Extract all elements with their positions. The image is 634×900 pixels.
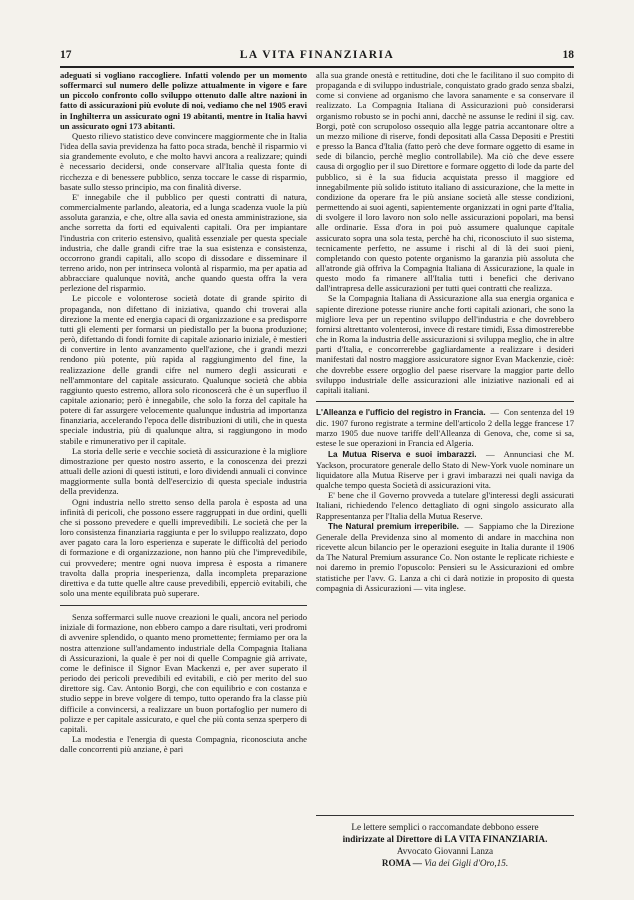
paragraph: Se la Compagnia Italiana di Assicurazione alla sua energia organica e sapiente direzione potesse riunire anche forti capitali azionari, che sono la migliore leva per un repentino sviluppo dell'industria e che dovrebbero fornirsi altrettanto volenterosi, invece di restare timidi, Essa dimostrerebbe che in Roma la industria delle assicurazioni si sviluppa meglio, che in altre parti d'Italia, e concorrerebbe gagliardamente a realizzare i desideri manifestati dal nostro maggiore assicuratore signor Evan Mackenzie, cioè: che dovrebbe essere orgoglio del paese riservare la maggior parte dello sviluppo industriale delle assicurazioni alle iniziative nazionali ed ai capitali italiani. <box>316 293 574 395</box>
notice-line: Avvocato Giovanni Lanza <box>396 846 494 856</box>
notice-line: indirizzate al Direttore di LA VITA FINANZIARIA. <box>342 834 548 844</box>
news-headline: La Mutua Riserva e suoi imbarazzi. <box>328 449 477 459</box>
paragraph: Questo rilievo statistico deve convincere maggiormente che in Italia l'idea della savia previdenza ha fatto poca strada, benchè il risparmio vi sia grandemente evoluto, e che molto havvi ancora a realizzare; quindi è necessario decidersi, onde conservare all'Italia questa fonte di ricchezza e di benessere pubblico, senza toccare le casse di risparmio, basate sullo stesso principio, ma con finalità diverse. <box>60 130 307 192</box>
paragraph: La modestia e l'energia di questa Compagnia, riconosciuta anche dalle concorrenti più anziane, è pari <box>60 734 307 755</box>
right-column: alla sua grande onestà e rettitudine, doti che le facilitano il suo compito di propaganda e di sviluppo industriale, conquistato grado grado senza sbalzi, come si conviene ad organismo che lavora sanamente e sa conservare il realizzato. La Compagnia Italiana di Assicurazioni può considerarsi organismo robusto se in pochi anni, dacchè ne assunse le redini il sig. cav. Borgi, potè con scrupoloso ossequio alla legge patria accantonare oltre a un mezzo milione di riserve, fondi depositati alla Cassa Depositi e Prestiti e presso la Banca d'Italia (fatto però che deve formare oggetto di esame in sede di bilancio, perchè meglio controllabile). Ma ciò che deve essere causa di orgoglio per il suo Direttore e formare oggetto di lode da parte del pubblico, si è la sua fiducia acquistata presso il maggiore ed innegabilmente più solido istituto italiano di assicurazione, che la mette in condizione da operare fra le più ansiane società alle stesse condizioni, permettendo ai suoi agenti, sapientemente organizzati in ogni parte d'Italia, di svolgere il loro lavoro non solo nelle assicurazioni popolari, ma bensì alle ordinarie. Essa d'ora in poi può assumere qualunque capitale assicurato sopra una sola testa, perchè ha chi, riconosciuto il suo sistema, tecnicamente perfetto, ne assume i rischi al di là dei suoi pieni, completando con questo potente organismo la garanzia più assoluta che all'atronde già offriva la Compagnia Italiana di Assicurazione, la quale in questo modo fa rimanere all'Italia tutti i benefici che derivano dall'intrapresa delle assicurazioni per tutti quei contratti che realizza. Se la Compagnia Italiana di Assicurazione alla sua energia organica e sapiente direzione potesse riunire anche forti capitali azionari, che sono la migliore leva per un repentino sviluppo dell'industria e che dovrebbero fornirsi altrettanto volenterosi, invece di restare timidi, Essa dimostrerebbe che in Roma la industria delle assicurazioni si sviluppa meglio, che in altre parti d'Italia, e concorrerebbe gagliardamente a realizzare i desideri manifestati dal nostro maggiore assicuratore signor Evan Mackenzie, cioè: che dovrebbe essere orgoglio del paese riservare la maggior parte dello sviluppo industriale delle assicurazioni alle iniziative nazionali ed ai capitali italiani. L'Alleanza e l'ufficio del registro in Francia. — Con sentenza del 19 dic. 1907 furono registrate a termine dell'articolo 2 della legge francese 17 marzo 1905 due nuove tariffe dell'Alleanza di Genova, che, come si sa, estese le sue operazioni in Francia ed Algeria. La Mutua Riserva e suoi imbarazzi. — Annunciasi che M. Yackson, procuratore generale dello Stato di New-York vuole nominare un liquidatore alla Mutua Riserve per i gravi imbarazzi nei quali naviga da qualche tempo questa Società di assicurazioni vita. E' bene che il Governo provveda a tutelare gl'interessi degli assicurati Italiani, richiedendo l'elenco dettagliato di ogni singolo assicurato alla Rappresentanza per l'Italia della Mutua Reserve. The Natural premium irreperibile. — Sappiamo che la Direzione Generale della Previdenza sino al momento di andare in macchina non ricevette alcun bilancio per le operazioni eseguite in Italia durante il 1906 da The Natural Premium assurance Co. Non ostante le replicate richieste e noi daremo in premio l'opuscolo: Pensieri su le Assicurazioni ed ombre statistiche per l'avv. G. Lanza a chi ci darà notizie in proposito di questa compagnia di Assicurazioni — vita inglese. <box>316 70 575 593</box>
left-column <box>60 70 307 754</box>
news-headline: The Natural premium irreperibile. <box>328 521 459 531</box>
notice-rule <box>316 815 574 816</box>
paragraph: Senza soffermarci sulle nuove creazioni le quali, ancora nel periodo iniziale di formazione, non ebbero campo a dare risultati, veri prodromi di avvenire splendido, o quanto meno promettente; fermiamo per ora la nostra attenzione sull'andamento industriale della Compagnia Italiana di Assicurazioni, la quale è per noi di quelle Compagnie già arrivate, come le definisce il Signor Evan Mackenzi e, per aver superato il periodo dei pericoli prevedibili ed evitabili, e ciò per merito del suo direttore sig. Cav. Antonio Borgi, che con equilibrio e con costanza e studio seppe in breve volgere di tempo, tutto operando fra la classe più difficile a convincersi, a realizzare un buon portafoglio per numero di polizze e per capitale assicurato, e quel che più conta senza sperpero di capitali. <box>60 612 307 734</box>
column-divider <box>60 605 307 606</box>
header-rule <box>60 66 574 68</box>
news-body: Con sentenza del 19 dic. 1907 furono registrate a termine dell'articolo 2 della legge francese 17 marzo 1905 due nuove tariffe dell'Alleanza di Genova, che, come si sa, estese le sue operazioni in Francia ed Algeria. <box>316 407 575 449</box>
page-number-left: 17 <box>60 49 72 61</box>
news-body: Annunciasi che M. Yackson, procuratore generale dello Stato di New-York vuole nominare un liquidatore alla Mutua Riserve per i gravi imbarazzi nei quali naviga da qualche tempo questa Società di assicurazioni vita. <box>316 448 575 491</box>
news-body: Sappiamo che la Direzione Generale della Previdenza sino al momento di andare in macchina non ricevette alcun bilancio per le operazioni eseguite in Italia durante il 1906 da The Natural Premium assurance Co. Non ostante le replicate richieste e noi daremo in premio l'opuscolo: Pensieri su le Assicurazioni ed ombre statistiche per l'avv. G. Lanza a chi ci darà notizie in proposito di questa compagnia di Assicurazioni — vita inglese. <box>316 520 575 593</box>
page-header <box>60 49 574 65</box>
section-divider <box>316 401 574 402</box>
notice-address: Via dei Gigli d'Oro,15. <box>424 858 509 868</box>
paragraph: Ogni industria nello stretto senso della parola è esposta ad una infinità di pericoli, che possono essere raggruppati in due ordini, quelli che si possono prevedere e quelli imprevedibili. Le società che per la loro consistenza finanziaria raggiunta e per lo sviluppo realizzato, dopo aver pagato cara la loro esperienza e superate le difficoltà del periodo di formazione e di organizzazione, non hanno più che l'imprevedibile, cui provvedere; mentre ogni nuova impresa è esposta a rimanere travolta dalla propria inesperienza, dalla incompleta preparazione direttiva e da tutte quelle altre cause prevedibili, epperciò evitabili, che solo una mente equilibrata può superare. <box>60 496 307 598</box>
page-number-right: 18 <box>562 49 574 61</box>
journal-title: LA VITA FINANZIARIA <box>239 49 395 61</box>
paragraph: E' innegabile che il pubblico per questi contratti di natura, commercialmente parlando, aleatoria, ed a lunga scadenza vuole la più assoluta garanzia, e che, oltre alla savia ed onesta amministrazione, sia anche sorretta da forti ed equivalenti capitali. Ora per impiantare l'industria con criterio estensivo, qualità essenziale per questa speciale industria, che dalle grandi cifre trae la sua esistenza e consistenza, occorrono grandi capitali, allo scopo di dissodare e disseminare il terreno arido, non per intrinseca volontà al risparmio, ma per apatia ad abbracciare qualunque novità, anche quando questa offra la vera perlezione del risparmio. <box>60 191 307 294</box>
paragraph: adeguati si vogliano raccogliere. Infatti volendo per un momento soffermarci sul numero delle polizze attualmente in vigore e fare un piccolo confronto collo sviluppo ottenuto dalle altre nazioni in fatto di assicurazioni più evolute di noi, vediamo che nel 1905 eravi in Inghilterra un assicurato ogni 19 abitanti, mentre in Italia havvi un assicurato ogni 173 abitanti. <box>60 70 307 131</box>
paragraph: Le piccole e volonterose società dotate di grande spirito di propaganda, non difettano di iniziativa, quando chi troverai alla direzione la mente ed energia capaci di organizzazione e sa predisporre tutti gli elementi per formarsi un piedistallo per la buona produzione; però, difettando di fondi fornite di capitale azionario iniziale, è mestieri di convertire in lento avanzamento quell'azione, che i grandi mezzi rendono più potente, più rapida al raggiungimento del fine, la realizzazione delle grandi cifre nel numero degli assicurati e nell'ammontare del capitale assicurato. Qualunque società che abbia raggiunto questo estremo, allora solo riconoscerà che è un superfluo il capitale azionario; però è innegabile, che solo la forza del capitale ha potere di far assurgere velocemente qualunque industria ad importanza finanziaria, accelerando l'epoca delle distribuzioni di utili, che in questa speciale industria, più di qualunque altra, si raggiungono in modo stabile e rimunerativo per il capitale. <box>60 293 307 446</box>
contact-notice <box>316 815 574 869</box>
paragraph: alla sua grande onestà e rettitudine, doti che le facilitano il suo compito di propaganda e di sviluppo industriale, conquistato grado grado senza sbalzi, come si conviene ad organismo che lavora sanamente e sa conservare il realizzato. La Compagnia Italiana di Assicurazioni può considerarsi organismo robusto se in pochi anni, dacchè ne assunse le redini il sig. cav. Borgi, potè con scrupoloso ossequio alla legge patria accantonare oltre a un mezzo milione di riserve, fondi depositati alla Cassa Depositi e Prestiti e presso la Banca d'Italia (fatto però che deve formare oggetto di esame in sede di bilancio, perchè meglio controllabile). Ma ciò che deve essere causa di orgoglio per il suo Direttore e formare oggetto di lode da parte del pubblico, si è la sua fiducia acquistata presso il maggiore ed innegabilmente più solido istituto italiano di assicurazione, che la mette in condizione da operare fra le più ansiane società alle stesse condizioni, permettendo ai suoi agenti, sapientemente organizzati in ogni parte d'Italia, di svolgere il loro lavoro non solo nelle assicurazioni popolari, ma bensì alle ordinarie. Essa d'ora in poi può assumere qualunque capitale assicurato sopra una sola testa, perchè ha chi, riconosciuto il suo sistema, tecnicamente perfetto, ne assume i rischi al di là dei suoi pieni, completando con questo potente organismo la garanzia più assoluta che all'atronde già offriva la Compagnia Italiana di Assicurazione, la quale in questo modo fa rimanere all'Italia tutti i benefici che derivano dall'intrapresa delle assicurazioni per tutti quei contratti che realizza. <box>316 70 574 294</box>
news-headline: L'Alleanza e l'ufficio del registro in Francia. <box>316 408 486 417</box>
notice-city: ROMA — <box>381 858 422 868</box>
notice-line: Le lettere semplici o raccomandate debbono essere <box>351 822 539 832</box>
paragraph: La storia delle serie e vecchie società di assicurazione è la migliore dimostrazione per questo nostro asserto, e la conoscenza dei prezzi attuali delle azioni di questi istituti, e loro dividendi annuali ci convince maggiormente sulla bontà dell'esercizio di questa speciale industria della previdenza. <box>60 445 307 497</box>
paragraph: E' bene che il Governo provveda a tutelare gl'interessi degli assicurati Italiani, richiedendo l'elenco dettagliato di ogni singolo assicurato alla Rappresentanza per l'Italia della Mutua Reserve. <box>316 490 574 521</box>
